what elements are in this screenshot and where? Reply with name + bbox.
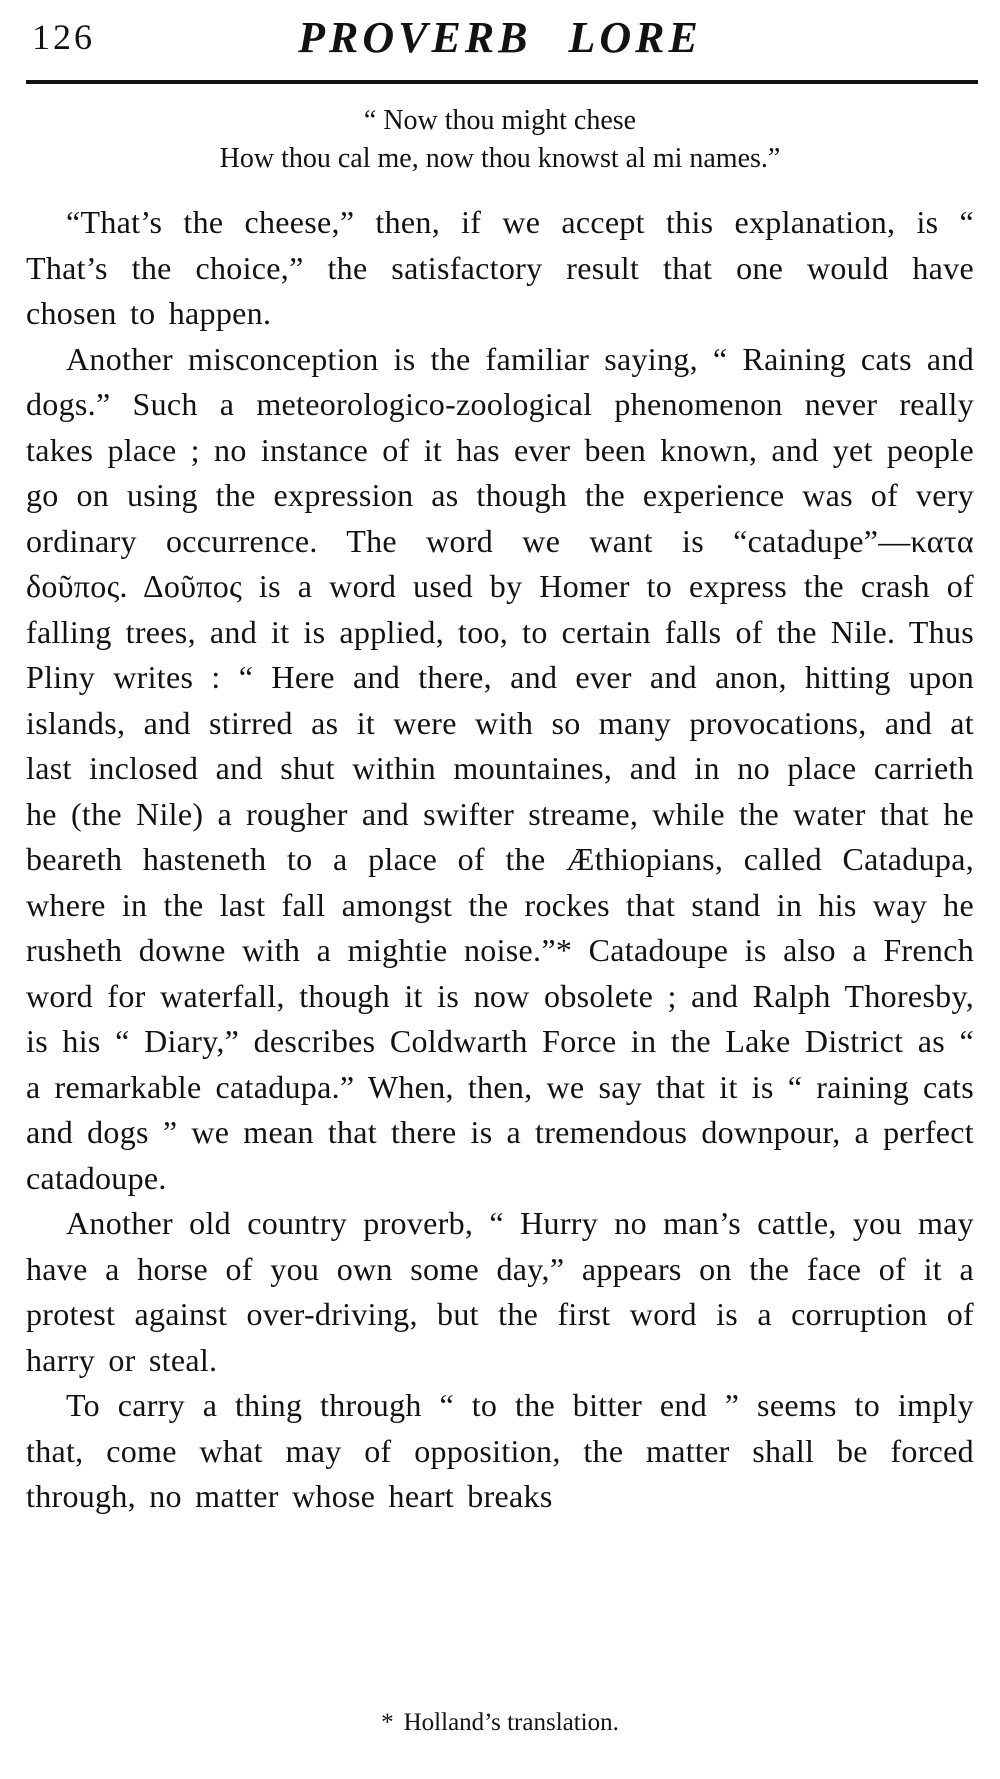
header-rule <box>26 80 978 84</box>
page-body <box>26 200 974 1520</box>
footnote <box>0 1709 1000 1737</box>
epigraph-line-2: How thou cal me, now thou knowst al mi names.” <box>219 143 781 174</box>
paragraph-hurry-no-mans-cattle: Another old country proverb, “ Hurry no man’s cattle, you may have a horse of you own some day,” appears on the face of it a protest against over-driving, but the first word is a corruption of harry or steal. <box>26 1205 974 1378</box>
epigraph <box>26 102 974 178</box>
running-title: PROVERB LORE <box>298 13 702 62</box>
paragraph-cheese: “That’s the cheese,” then, if we accept this explanation, is “ That’s the choice,” the satisfactory result that one would have chosen to happen. <box>26 204 974 331</box>
page-number: 126 <box>32 17 95 57</box>
epigraph-line-1: “ Now thou might chese <box>363 105 637 136</box>
page-header <box>26 8 974 72</box>
footnote-marker: * <box>381 1709 394 1736</box>
paragraph-raining-cats-and-dogs: Another misconception is the familiar saying, “ Raining cats and dogs.” Such a meteorologico-zoological phenomenon never really takes place ; no instance of it has ever been known, and yet people go on using the expression as though the experience was of very ordinary occurrence. The word we want is “catadupe”—κατα δοῦπος. Δοῦπος is a word used by Homer to express the crash of falling trees, and it is applied, too, to certain falls of the Nile. Thus Pliny writes : “ Here and there, and ever and anon, hitting upon islands, and stirred as it were with so many provocations, and at last inclosed and shut within mountaines, and in no place carrieth he (the Nile) a rougher and swifter streame, while the water that he beareth hasteneth to a place of the Æthiopians, called Catadupa, where in the last fall amongst the rockes that stand in his way he rusheth downe with a mightie noise.”* Catadoupe is also a French word for waterfall, though it is now obsolete ; and Ralph Thoresby, is his “ Diary,” describes Coldwarth Force in the Lake District as “ a remarkable catadupa.” When, then, we say that it is “ raining cats and dogs ” we mean that there is a tremendous downpour, a perfect catadoupe. <box>26 340 974 1196</box>
footnote-text: Holland’s translation. <box>403 1709 619 1736</box>
paragraph-bitter-end: To carry a thing through “ to the bitter end ” seems to imply that, come what may of opposition, the matter shall be forced through, no matter whose heart breaks <box>26 1387 974 1514</box>
